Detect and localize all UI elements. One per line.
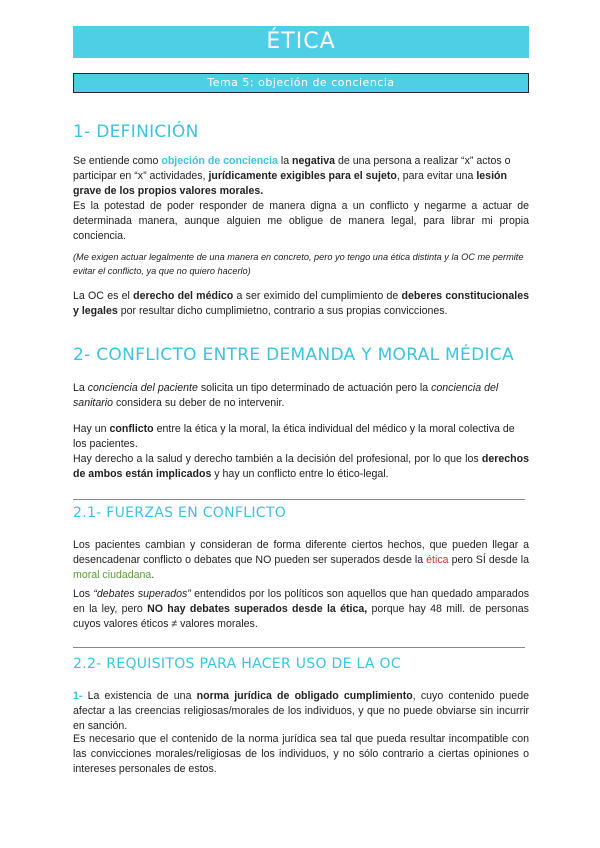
requisito-1-paragraph: 1- La existencia de una norma jurídica de obligado cumplimiento, cuyo contenido puede afectar a las creencias religiosas/morales de los individuos, y que no puede obviarse sin incurrir en sanción. (73, 690, 529, 732)
definition-paragraph: Se entiende como objeción de conciencia la negativa de una persona a realizar “x” actos o participar en “x” actividades, jurídicamente exigibles para el sujeto, para evitar una lesión grave de los propios valores morales. (73, 155, 511, 197)
section-heading-definicion: 1- DEFINICIÓN (73, 122, 199, 142)
fuerzas-paragraph-2: Los “debates superados” entendidos por los políticos son aquellos que han quedado amparados en la ley, pero NO hay debates superados desde la ética, porque hay 48 mill. de personas cuyos valores éticos ≠ valores morales. (73, 588, 530, 630)
divider (73, 499, 525, 500)
derechos-paragraph: Hay derecho a la salud y derecho también a la decisión del profesional, por lo que los derechos de ambos están implicados y hay un conflicto entre lo ético-legal. (73, 453, 529, 480)
note-paragraph: (Me exigen actuar legalmente de una manera en concreto, pero yo tengo una ética distinta y la OC me permite evitar el conflicto, ya que no quiero hacerlo) (73, 252, 524, 276)
potestad-paragraph: Es la potestad de poder responder de manera digna a un conflicto y negarme a actuar de determinada manera, aunque alguien me obligue de manera legal, para librar mi propia conciencia. (73, 200, 529, 242)
divider (73, 647, 525, 648)
requisito-contenido-paragraph: Es necesario que el contenido de la norma jurídica sea tal que pueda resultar incompatible con las convicciones morales/religiosas de los individuos, y no sólo contrario a ciertas opiniones o intereses personales de estos. (73, 733, 529, 775)
section-heading-conflicto: 2- CONFLICTO ENTRE DEMANDA Y MORAL MÉDICA (73, 345, 514, 365)
conflicto-paragraph: Hay un conflicto entre la ética y la moral, la ética individual del médico y la moral colectiva de los pacientes. (73, 423, 515, 450)
fuerzas-paragraph-1: Los pacientes cambian y consideran de forma diferente ciertos hechos, que pueden llegar a desencadenar conflicto o debates que NO pueden ser superados desde la ética pero SÍ desde la moral ciudadana. (73, 539, 529, 581)
oc-derecho-paragraph: La OC es el derecho del médico a ser eximido del cumplimiento de deberes constitucionales y legales por resultar dicho cumplimietno, contrario a sus propias convicciones. (73, 290, 529, 317)
page-title: ÉTICA (73, 26, 529, 58)
topic-subtitle: Tema 5: objeción de conciencia (73, 73, 529, 93)
section-heading-fuerzas: 2.1- FUERZAS EN CONFLICTO (73, 505, 287, 521)
section-heading-requisitos: 2.2- REQUISITOS PARA HACER USO DE LA OC (73, 656, 401, 672)
conciencia-paragraph: La conciencia del paciente solicita un tipo determinado de actuación pero la conciencia del sanitario considera su deber de no intervenir. (73, 382, 499, 409)
